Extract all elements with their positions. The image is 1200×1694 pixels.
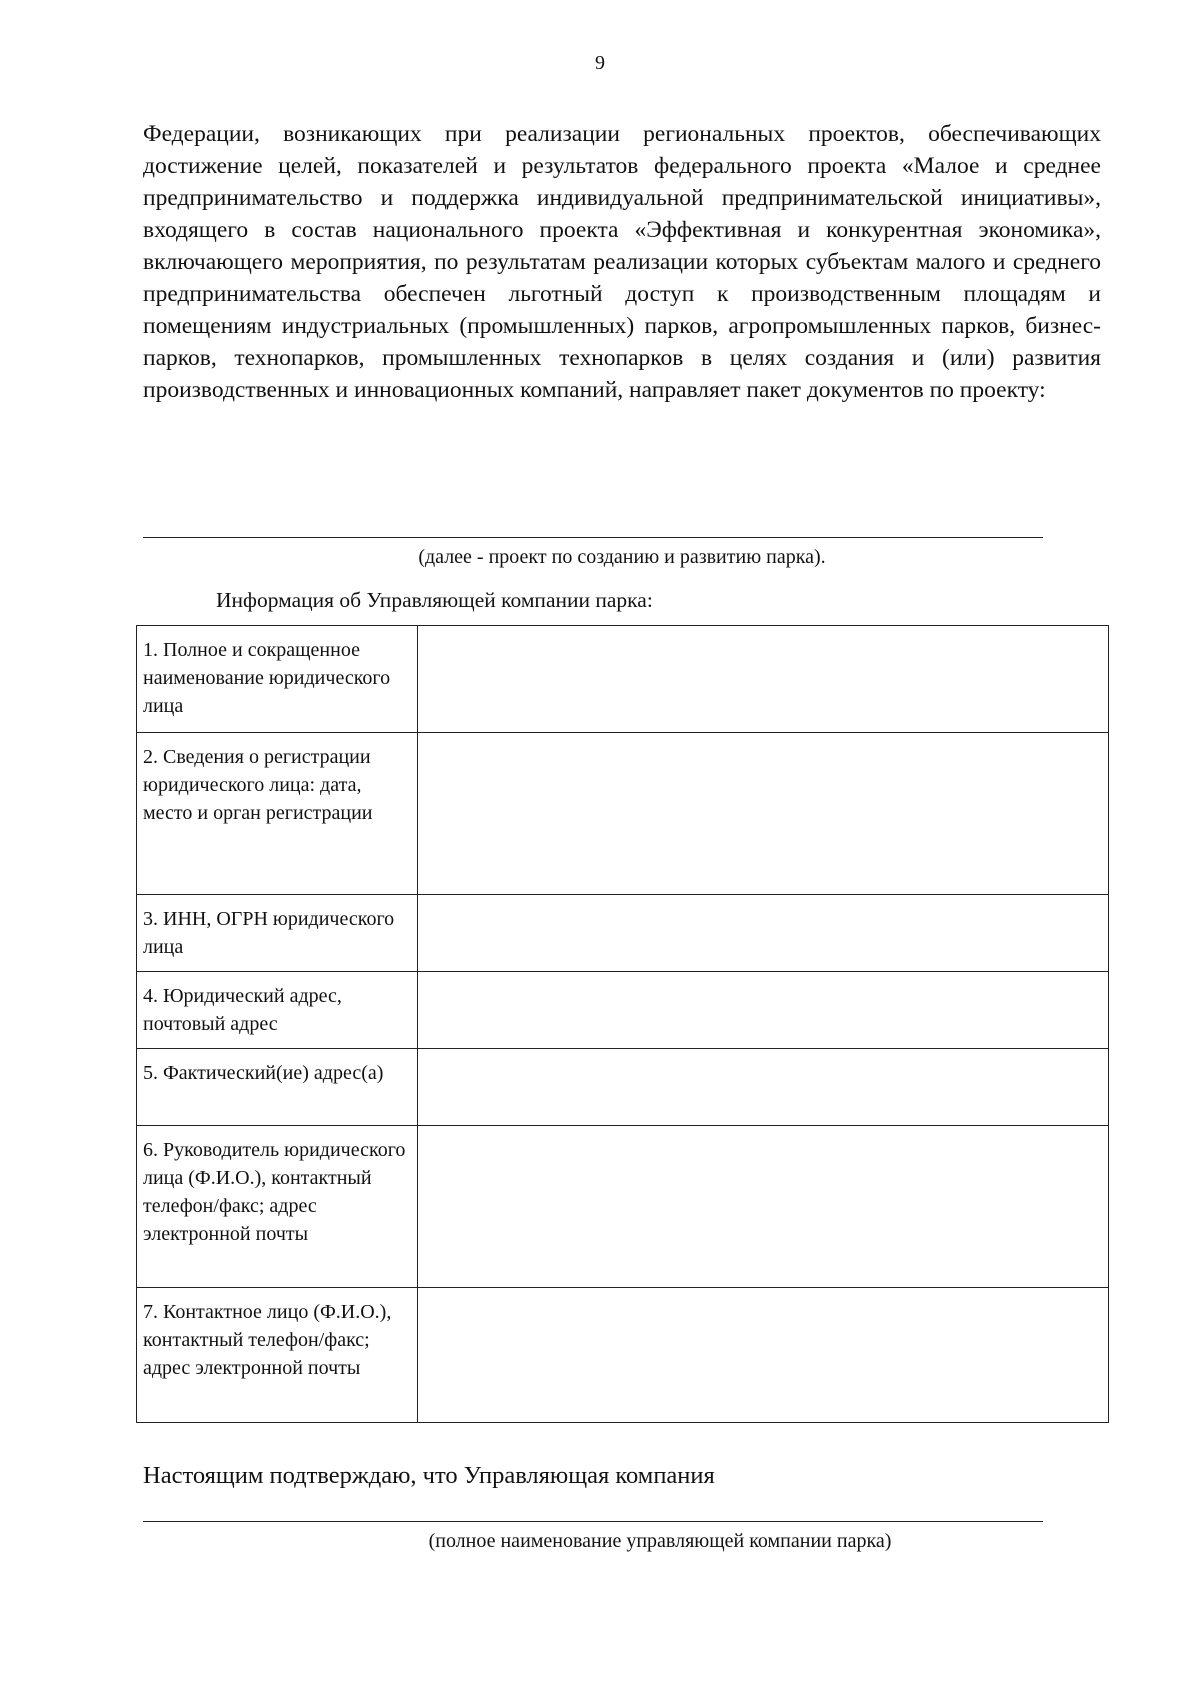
table-row (137, 895, 1109, 972)
row-value[interactable] (418, 1126, 1109, 1288)
table-row (137, 626, 1109, 733)
row-label: 5. Фактический(ие) адрес(а) (137, 1049, 418, 1126)
row-label: 3. ИНН, ОГРН юридического лица (137, 895, 418, 972)
project-name-line[interactable] (143, 537, 1043, 538)
company-name-line[interactable] (143, 1521, 1043, 1522)
row-label: 4. Юридический адрес, почтовый адрес (137, 972, 418, 1049)
company-info-table (136, 625, 1109, 1423)
table-row (137, 733, 1109, 895)
row-value[interactable] (418, 626, 1109, 733)
info-title: Информация об Управляющей компании парка: (216, 588, 653, 612)
row-label: 2. Сведения о регистрации юридического лица: дата, место и орган регистрации (137, 733, 418, 895)
table-row (137, 972, 1109, 1049)
row-value[interactable] (418, 972, 1109, 1049)
row-value[interactable] (418, 1288, 1109, 1423)
intro-paragraph: Федерации, возникающих при реализации региональных проектов, обеспечивающих достижение целей, показателей и результатов федерального проекта «Малое и среднее предпринимательство и поддержка индивидуальной предпринимательской инициативы», входящего в состав национального проекта «Эффективная и конкурентная экономика», включающего мероприятия, по результатам реализации которых субъектам малого и среднего предпринимательства обеспечен льготный доступ к производственным площадям и помещениям индустриальных (промышленных) парков, агропромышленных парков, бизнес-парков, технопарков, промышленных технопарков в целях создания и (или) развития производственных и инновационных компаний, направляет пакет документов по проекту: (143, 121, 1101, 403)
company-caption: (полное наименование управляющей компании парка) (428, 1530, 892, 1552)
row-value[interactable] (418, 733, 1109, 895)
row-label: 7. Контактное лицо (Ф.И.О.), контактный телефон/факс; адрес электронной почты (137, 1288, 418, 1423)
row-label: 6. Руководитель юридического лица (Ф.И.О.), контактный телефон/факс; адрес электронной почты (137, 1126, 418, 1288)
row-value[interactable] (418, 895, 1109, 972)
table-row (137, 1049, 1109, 1126)
confirm-text: Настоящим подтверждаю, что Управляющая компания (143, 1462, 715, 1489)
row-label: 1. Полное и сокращенное наименование юридического лица (137, 626, 418, 733)
table-row (137, 1288, 1109, 1423)
page-number: 9 (595, 52, 605, 74)
table-row (137, 1126, 1109, 1288)
project-caption: (далее - проект по созданию и развитию парка). (418, 546, 826, 568)
row-value[interactable] (418, 1049, 1109, 1126)
